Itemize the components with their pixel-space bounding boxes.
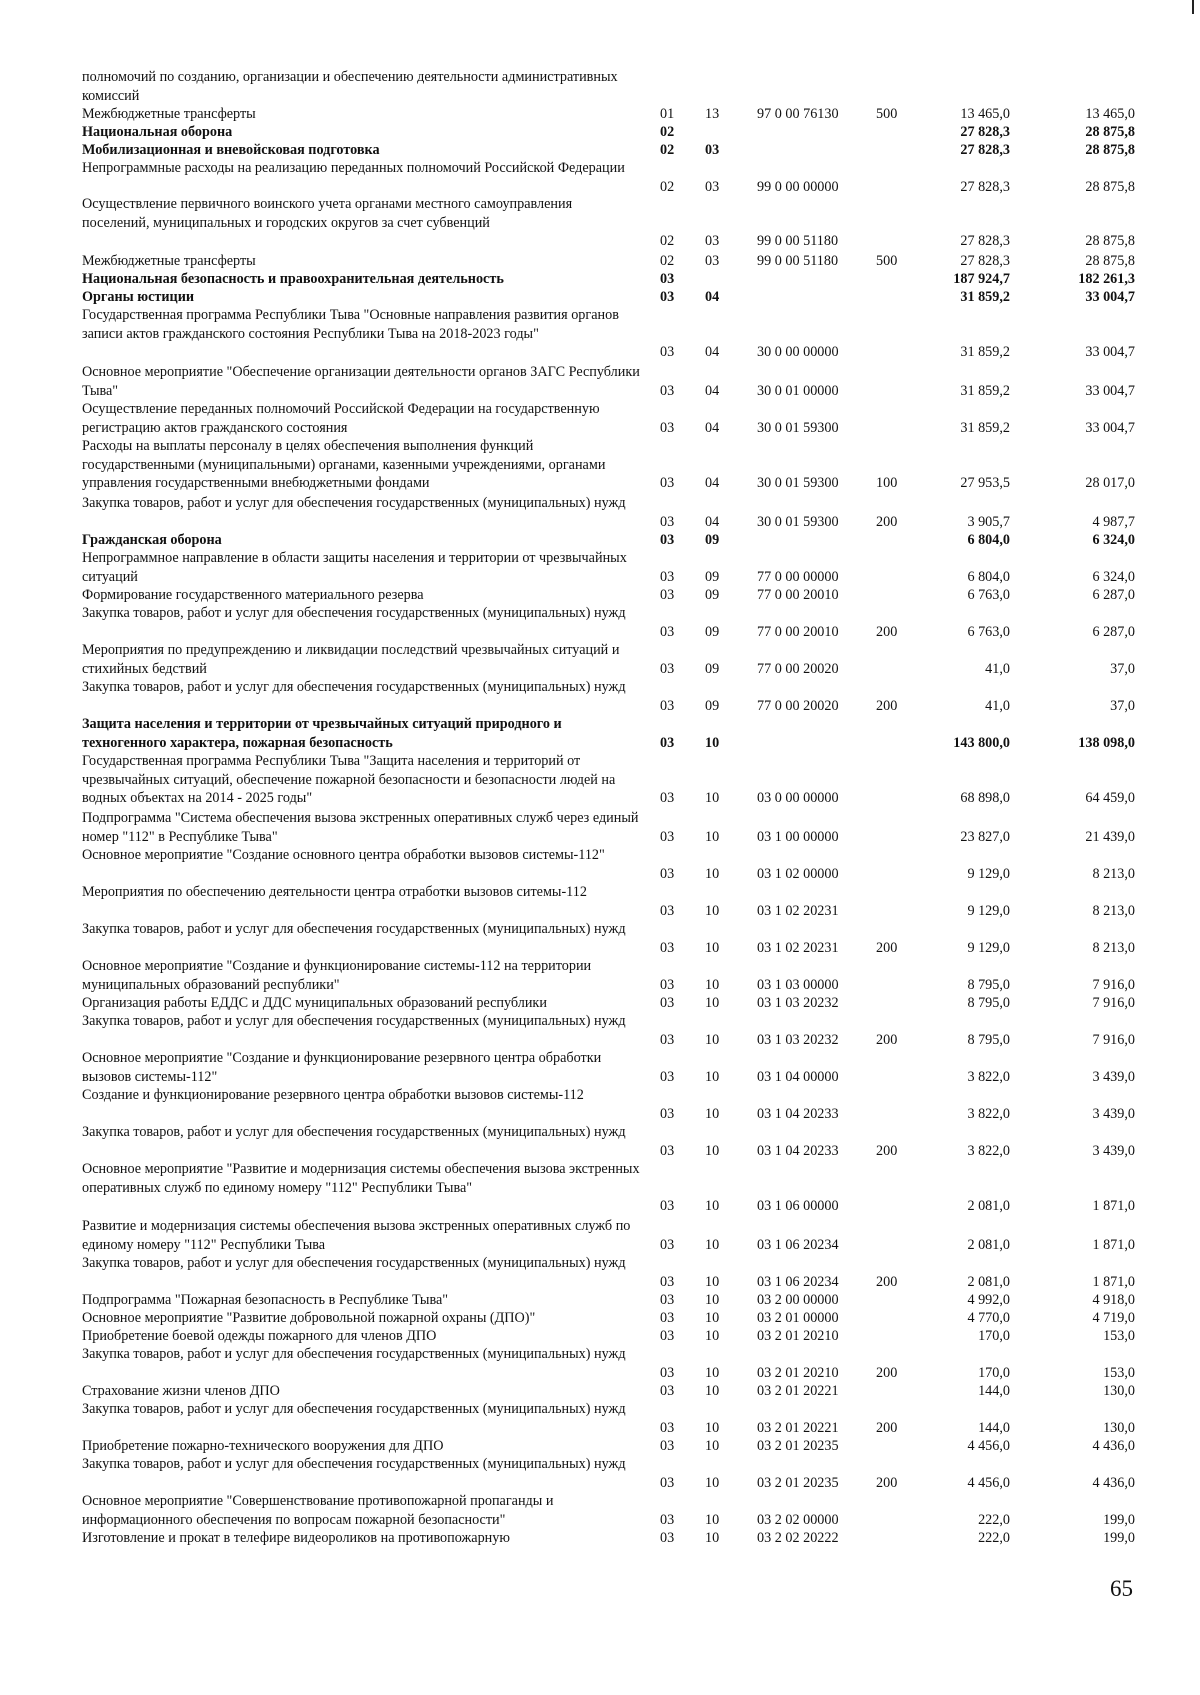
subsection-code: 04: [705, 289, 720, 305]
amount-year-1: 31 859,2: [960, 419, 1010, 436]
section-code: 01: [660, 106, 675, 122]
section-code: 03: [660, 475, 675, 491]
section-code: 03: [660, 513, 675, 530]
amount-year-1: 6 763,0: [967, 587, 1010, 603]
section-code: 03: [660, 828, 675, 845]
row-description: Закупка товаров, работ и услуг для обеспечения государственных (муниципальных) нужд: [82, 1346, 626, 1362]
target-article-code: 30 0 01 00000: [757, 382, 839, 399]
amount-year-2: 7 916,0: [1092, 1031, 1135, 1048]
section-code: 03: [660, 382, 675, 399]
target-article-code: 99 0 00 51180: [757, 233, 839, 249]
amount-year-2: 1 871,0: [1092, 1236, 1135, 1253]
amount-year-1: 4 456,0: [967, 1438, 1010, 1454]
row-description: Мероприятия по обеспечению деятельности центра отработки вызовов ситемы-112: [82, 884, 587, 900]
section-code: 03: [660, 660, 675, 677]
amount-year-1: 9 129,0: [967, 865, 1010, 882]
amount-year-1: 27 828,3: [960, 253, 1010, 269]
section-code: 03: [660, 1142, 675, 1159]
amount-year-1: 8 795,0: [967, 976, 1010, 993]
row-description: Закупка товаров, работ и услуг для обеспечения государственных (муниципальных) нужд: [82, 1124, 626, 1140]
subsection-code: 10: [705, 1328, 720, 1344]
amount-year-2: 6 324,0: [1092, 568, 1135, 585]
target-article-code: 03 2 01 00000: [757, 1310, 839, 1326]
amount-year-1: 68 898,0: [960, 790, 1010, 806]
target-article-code: 03 1 03 20232: [757, 995, 839, 1011]
section-code: 02: [660, 178, 675, 195]
amount-year-2: 3 439,0: [1092, 1068, 1135, 1085]
subsection-code: 10: [705, 734, 720, 751]
page-number: 65: [1110, 1576, 1133, 1601]
target-article-code: 03 2 01 20210: [757, 1364, 839, 1381]
section-code: 03: [660, 734, 675, 751]
target-article-code: 97 0 00 76130: [757, 106, 839, 122]
expense-type-code: 200: [876, 697, 898, 714]
section-code: 03: [660, 697, 675, 714]
amount-year-1: 6 804,0: [967, 568, 1010, 585]
subsection-code: 10: [705, 865, 720, 882]
row-description: Закупка товаров, работ и услуг для обеспечения государственных (муниципальных) нужд: [82, 1456, 626, 1472]
target-article-code: 30 0 01 59300: [757, 513, 839, 530]
subsection-code: 04: [705, 419, 720, 436]
target-article-code: 03 1 00 00000: [757, 828, 839, 845]
amount-year-2: 130,0: [1103, 1419, 1135, 1436]
expense-type-code: 200: [876, 1031, 898, 1048]
subsection-code: 10: [705, 1511, 720, 1528]
row-description: Межбюджетные трансферты: [82, 253, 256, 269]
amount-year-1: 27 828,3: [960, 233, 1010, 249]
row-description: Закупка товаров, работ и услуг для обеспечения государственных (муниципальных) нужд: [82, 679, 626, 695]
subsection-code: 10: [705, 1310, 720, 1326]
scan-edge-mark: [1192, 0, 1194, 14]
amount-year-2: 4 436,0: [1092, 1474, 1135, 1491]
expense-type-code: 500: [876, 253, 898, 269]
target-article-code: 03 2 02 00000: [757, 1511, 839, 1528]
amount-year-2: 6 287,0: [1092, 623, 1135, 640]
target-article-code: 03 0 00 00000: [757, 790, 839, 806]
amount-year-1: 31 859,2: [960, 344, 1010, 360]
amount-year-2: 4 918,0: [1092, 1292, 1135, 1308]
amount-year-2: 33 004,7: [1085, 419, 1135, 436]
section-code: 03: [660, 1031, 675, 1048]
amount-year-2: 28 875,8: [1085, 178, 1135, 195]
subsection-code: 10: [705, 1142, 720, 1159]
expense-type-code: 200: [876, 623, 898, 640]
row-description: Мероприятия по предупреждению и ликвидации последствий чрезвычайных ситуаций и стихийных бедствий: [82, 642, 620, 677]
amount-year-1: 4 770,0: [967, 1310, 1010, 1326]
target-article-code: 99 0 00 00000: [757, 178, 839, 195]
subsection-code: 04: [705, 513, 720, 530]
subsection-code: 03: [705, 142, 720, 158]
amount-year-1: 27 828,3: [960, 178, 1010, 195]
amount-year-2: 138 098,0: [1078, 734, 1135, 751]
subsection-code: 10: [705, 828, 720, 845]
subsection-code: 09: [705, 568, 720, 585]
section-code: 03: [660, 1292, 675, 1308]
amount-year-2: 4 719,0: [1092, 1310, 1135, 1326]
amount-year-1: 9 129,0: [967, 902, 1010, 919]
section-code: 03: [660, 623, 675, 640]
target-article-code: 03 1 02 20231: [757, 902, 839, 919]
amount-year-1: 41,0: [985, 697, 1010, 714]
section-code: 03: [660, 995, 675, 1011]
section-code: 03: [660, 568, 675, 585]
section-code: 02: [660, 124, 675, 140]
amount-year-1: 4 456,0: [967, 1474, 1010, 1491]
expense-type-code: 200: [876, 939, 898, 956]
amount-year-2: 7 916,0: [1092, 995, 1135, 1011]
subsection-code: 09: [705, 660, 720, 677]
section-code: 03: [660, 1438, 675, 1454]
amount-year-2: 1 871,0: [1092, 1198, 1135, 1214]
row-description: Основное мероприятие "Развитие и модернизация системы обеспечения вызова экстренных оперативных служб по единому номеру "112" Республики Тыва": [82, 1161, 640, 1196]
subsection-code: 10: [705, 1273, 720, 1290]
subsection-code: 09: [705, 532, 720, 548]
target-article-code: 77 0 00 20020: [757, 660, 839, 677]
row-description: Защита населения и территории от чрезвычайных ситуаций природного и техногенного характера, пожарная безопасность: [82, 716, 562, 751]
subsection-code: 10: [705, 1031, 720, 1048]
amount-year-1: 144,0: [978, 1383, 1010, 1399]
subsection-code: 04: [705, 344, 720, 360]
subsection-code: 10: [705, 1068, 720, 1085]
amount-year-2: 21 439,0: [1085, 828, 1135, 845]
target-article-code: 03 2 01 20235: [757, 1474, 839, 1491]
amount-year-2: 4 436,0: [1092, 1438, 1135, 1454]
section-code: 03: [660, 939, 675, 956]
amount-year-1: 2 081,0: [967, 1198, 1010, 1214]
amount-year-2: 130,0: [1103, 1383, 1135, 1399]
section-code: 03: [660, 1105, 675, 1122]
section-code: 03: [660, 1364, 675, 1381]
subsection-code: 10: [705, 1105, 720, 1122]
target-article-code: 03 2 00 00000: [757, 1292, 839, 1308]
target-article-code: 03 2 01 20210: [757, 1328, 839, 1344]
target-article-code: 03 1 06 20234: [757, 1273, 839, 1290]
expense-type-code: 500: [876, 106, 898, 122]
expense-type-code: 200: [876, 1364, 898, 1381]
row-description: Изготовление и прокат в телефире видеороликов на противопожарную: [82, 1530, 510, 1546]
section-code: 03: [660, 289, 675, 305]
section-code: 02: [660, 233, 675, 249]
row-description: Осуществление переданных полномочий Российской Федерации на государственную регистрацию актов гражданского состояния: [82, 401, 600, 436]
amount-year-2: 7 916,0: [1092, 976, 1135, 993]
row-description: Основное мероприятие "Создание и функционирование системы-112 на территории муниципальных образований республики": [82, 958, 592, 993]
amount-year-2: 64 459,0: [1085, 790, 1135, 806]
section-code: 03: [660, 976, 675, 993]
row-description: Развитие и модернизация системы обеспечения вызова экстренных оперативных служб по единому номеру "112" Республики Тыва: [82, 1218, 631, 1253]
row-description: Закупка товаров, работ и услуг для обеспечения государственных (муниципальных) нужд: [82, 1401, 626, 1417]
amount-year-2: 8 213,0: [1092, 865, 1135, 882]
amount-year-2: 28 875,8: [1085, 124, 1135, 140]
subsection-code: 10: [705, 976, 720, 993]
subsection-code: 10: [705, 1292, 720, 1308]
amount-year-1: 143 800,0: [953, 734, 1010, 751]
subsection-code: 10: [705, 790, 720, 806]
row-description: Национальная оборона: [82, 124, 233, 140]
expense-type-code: 200: [876, 1273, 898, 1290]
section-code: 03: [660, 1273, 675, 1290]
amount-year-1: 6 804,0: [967, 532, 1010, 548]
section-code: 03: [660, 587, 675, 603]
amount-year-2: 199,0: [1103, 1511, 1135, 1528]
subsection-code: 09: [705, 587, 720, 603]
section-code: 03: [660, 271, 675, 287]
amount-year-1: 41,0: [985, 660, 1010, 677]
row-description: Подпрограмма "Система обеспечения вызова экстренных оперативных служб через единый номер "112" в Республике Тыва": [82, 810, 639, 845]
section-code: 03: [660, 902, 675, 919]
amount-year-1: 31 859,2: [960, 382, 1010, 399]
target-article-code: 03 1 04 20233: [757, 1105, 839, 1122]
amount-year-2: 8 213,0: [1092, 939, 1135, 956]
section-code: 03: [660, 1511, 675, 1528]
amount-year-2: 3 439,0: [1092, 1142, 1135, 1159]
row-description: Межбюджетные трансферты: [82, 106, 256, 122]
amount-year-1: 8 795,0: [967, 995, 1010, 1011]
amount-year-2: 37,0: [1110, 660, 1135, 677]
row-description: Государственная программа Республики Тыва "Основные направления развития органов записи актов гражданского состояния Республики Тыва на 2018-2023 годы": [82, 307, 619, 342]
row-description: Формирование государственного материального резерва: [82, 587, 424, 603]
expense-type-code: 100: [876, 475, 898, 491]
amount-year-1: 6 763,0: [967, 623, 1010, 640]
row-description: Основное мероприятие "Создание основного центра обработки вызовов системы-112": [82, 847, 605, 863]
amount-year-1: 27 828,3: [960, 124, 1010, 140]
row-description: Непрограммные расходы на реализацию переданных полномочий Российской Федерации: [82, 160, 625, 176]
amount-year-1: 2 081,0: [967, 1236, 1010, 1253]
row-description: Создание и функционирование резервного центра обработки вызовов системы-112: [82, 1087, 584, 1103]
amount-year-1: 187 924,7: [953, 271, 1010, 287]
row-description: Приобретение боевой одежды пожарного для членов ДПО: [82, 1328, 437, 1344]
subsection-code: 03: [705, 178, 720, 195]
row-description: Закупка товаров, работ и услуг для обеспечения государственных (муниципальных) нужд: [82, 1013, 626, 1029]
row-description: Органы юстиции: [82, 289, 195, 305]
amount-year-1: 3 905,7: [967, 513, 1010, 530]
amount-year-2: 28 875,8: [1085, 253, 1135, 269]
target-article-code: 30 0 01 59300: [757, 475, 839, 491]
target-article-code: 03 2 01 20221: [757, 1419, 839, 1436]
amount-year-2: 4 987,7: [1092, 513, 1135, 530]
row-description: Основное мероприятие "Обеспечение организации деятельности органов ЗАГС Республики Тыва": [82, 364, 640, 399]
subsection-code: 13: [705, 106, 720, 122]
target-article-code: 03 2 02 20222: [757, 1530, 839, 1546]
expense-type-code: 200: [876, 513, 898, 530]
amount-year-2: 28 017,0: [1085, 475, 1135, 491]
amount-year-1: 9 129,0: [967, 939, 1010, 956]
target-article-code: 30 0 01 59300: [757, 419, 839, 436]
section-code: 03: [660, 865, 675, 882]
row-description: Закупка товаров, работ и услуг для обеспечения государственных (муниципальных) нужд: [82, 605, 626, 621]
section-code: 03: [660, 532, 675, 548]
subsection-code: 10: [705, 1419, 720, 1436]
row-description: Страхование жизни членов ДПО: [82, 1383, 280, 1399]
amount-year-1: 2 081,0: [967, 1273, 1010, 1290]
row-description: Государственная программа Республики Тыва "Защита населения и территорий от чрезвычайных ситуаций, обеспечение пожарной безопасности и безопасности людей на водных объектах на 2014 - 2025 годы": [82, 753, 616, 806]
row-description: Основное мероприятие "Совершенствование противопожарной пропаганды и информационного обеспечения по вопросам пожарной безопасности": [82, 1493, 554, 1528]
target-article-code: 03 2 01 20235: [757, 1438, 839, 1454]
target-article-code: 77 0 00 20010: [757, 587, 839, 603]
amount-year-1: 170,0: [978, 1364, 1010, 1381]
row-description: полномочий по созданию, организации и обеспечению деятельности административных комиссий: [82, 69, 618, 104]
target-article-code: 03 2 01 20221: [757, 1383, 839, 1399]
subsection-code: 03: [705, 233, 720, 249]
row-description: Приобретение пожарно-технического вооружения для ДПО: [82, 1438, 444, 1454]
subsection-code: 04: [705, 475, 720, 491]
subsection-code: 10: [705, 1474, 720, 1491]
target-article-code: 03 1 02 20231: [757, 939, 839, 956]
row-description: Закупка товаров, работ и услуг для обеспечения государственных (муниципальных) нужд: [82, 1255, 626, 1271]
amount-year-1: 27 953,5: [960, 475, 1010, 491]
section-code: 03: [660, 1068, 675, 1085]
target-article-code: 99 0 00 51180: [757, 253, 839, 269]
target-article-code: 30 0 00 00000: [757, 344, 839, 360]
amount-year-1: 3 822,0: [967, 1142, 1010, 1159]
amount-year-2: 28 875,8: [1085, 142, 1135, 158]
subsection-code: 10: [705, 1364, 720, 1381]
subsection-code: 10: [705, 1236, 720, 1253]
amount-year-1: 8 795,0: [967, 1031, 1010, 1048]
subsection-code: 10: [705, 1198, 720, 1214]
target-article-code: 03 1 04 00000: [757, 1068, 839, 1085]
amount-year-2: 33 004,7: [1085, 344, 1135, 360]
amount-year-2: 13 465,0: [1085, 106, 1135, 122]
row-description: Мобилизационная и вневойсковая подготовка: [82, 142, 380, 158]
section-code: 03: [660, 1530, 675, 1546]
amount-year-2: 153,0: [1103, 1328, 1135, 1344]
target-article-code: 77 0 00 20020: [757, 697, 839, 714]
amount-year-2: 37,0: [1110, 697, 1135, 714]
section-code: 03: [660, 1474, 675, 1491]
amount-year-1: 3 822,0: [967, 1068, 1010, 1085]
section-code: 03: [660, 1236, 675, 1253]
amount-year-1: 170,0: [978, 1328, 1010, 1344]
amount-year-2: 6 324,0: [1092, 532, 1135, 548]
amount-year-1: 31 859,2: [960, 289, 1010, 305]
amount-year-1: 222,0: [978, 1511, 1010, 1528]
section-code: 03: [660, 1419, 675, 1436]
amount-year-2: 199,0: [1103, 1530, 1135, 1546]
row-description: Организация работы ЕДДС и ДДС муниципальных образований республики: [82, 995, 547, 1011]
target-article-code: 03 1 03 00000: [757, 976, 839, 993]
amount-year-1: 222,0: [978, 1530, 1010, 1546]
amount-year-1: 144,0: [978, 1419, 1010, 1436]
row-description: Основное мероприятие "Создание и функционирование резервного центра обработки вызовов системы-112": [82, 1050, 602, 1085]
amount-year-1: 3 822,0: [967, 1105, 1010, 1122]
subsection-code: 09: [705, 697, 720, 714]
row-description: Национальная безопасность и правоохранительная деятельность: [82, 271, 504, 287]
expense-type-code: 200: [876, 1474, 898, 1491]
amount-year-2: 182 261,3: [1078, 271, 1135, 287]
row-description: Закупка товаров, работ и услуг для обеспечения государственных (муниципальных) нужд: [82, 495, 626, 511]
row-description: Осуществление первичного воинского учета органами местного самоуправления поселений, муниципальных и городских округов за счет субвенций: [82, 196, 573, 231]
amount-year-2: 28 875,8: [1085, 233, 1135, 249]
expense-type-code: 200: [876, 1419, 898, 1436]
expense-type-code: 200: [876, 1142, 898, 1159]
section-code: 03: [660, 1198, 675, 1214]
amount-year-1: 13 465,0: [960, 106, 1010, 122]
subsection-code: 09: [705, 623, 720, 640]
amount-year-1: 23 827,0: [960, 828, 1010, 845]
subsection-code: 10: [705, 902, 720, 919]
amount-year-2: 3 439,0: [1092, 1105, 1135, 1122]
target-article-code: 03 1 06 20234: [757, 1236, 839, 1253]
target-article-code: 77 0 00 00000: [757, 568, 839, 585]
amount-year-2: 8 213,0: [1092, 902, 1135, 919]
section-code: 03: [660, 344, 675, 360]
amount-year-1: 27 828,3: [960, 142, 1010, 158]
row-description: Основное мероприятие "Развитие добровольной пожарной охраны (ДПО)": [82, 1310, 536, 1326]
section-code: 02: [660, 253, 675, 269]
target-article-code: 03 1 03 20232: [757, 1031, 839, 1048]
amount-year-2: 1 871,0: [1092, 1273, 1135, 1290]
target-article-code: 03 1 02 00000: [757, 865, 839, 882]
row-description: Непрограммное направление в области защиты населения и территории от чрезвычайных ситуаций: [82, 550, 627, 585]
section-code: 03: [660, 419, 675, 436]
amount-year-2: 153,0: [1103, 1364, 1135, 1381]
subsection-code: 10: [705, 1530, 720, 1546]
row-description: Расходы на выплаты персоналу в целях обеспечения выполнения функций государственными (муниципальными) органами, казенными учреждениями, органами управления государственными внебюджетными фондами: [82, 438, 606, 491]
target-article-code: 77 0 00 20010: [757, 623, 839, 640]
section-code: 03: [660, 1328, 675, 1344]
subsection-code: 10: [705, 1438, 720, 1454]
target-article-code: 03 1 06 00000: [757, 1198, 839, 1214]
amount-year-2: 33 004,7: [1085, 289, 1135, 305]
section-code: 03: [660, 1383, 675, 1399]
row-description: Закупка товаров, работ и услуг для обеспечения государственных (муниципальных) нужд: [82, 921, 626, 937]
subsection-code: 10: [705, 1383, 720, 1399]
section-code: 03: [660, 1310, 675, 1326]
target-article-code: 03 1 04 20233: [757, 1142, 839, 1159]
subsection-code: 10: [705, 939, 720, 956]
subsection-code: 03: [705, 253, 720, 269]
amount-year-2: 33 004,7: [1085, 382, 1135, 399]
amount-year-1: 4 992,0: [967, 1292, 1010, 1308]
section-code: 02: [660, 142, 675, 158]
row-description: Подпрограмма "Пожарная безопасность в Республике Тыва": [82, 1292, 449, 1308]
subsection-code: 10: [705, 995, 720, 1011]
subsection-code: 04: [705, 382, 720, 399]
section-code: 03: [660, 790, 675, 806]
row-description: Гражданская оборона: [82, 532, 222, 548]
amount-year-2: 6 287,0: [1092, 587, 1135, 603]
